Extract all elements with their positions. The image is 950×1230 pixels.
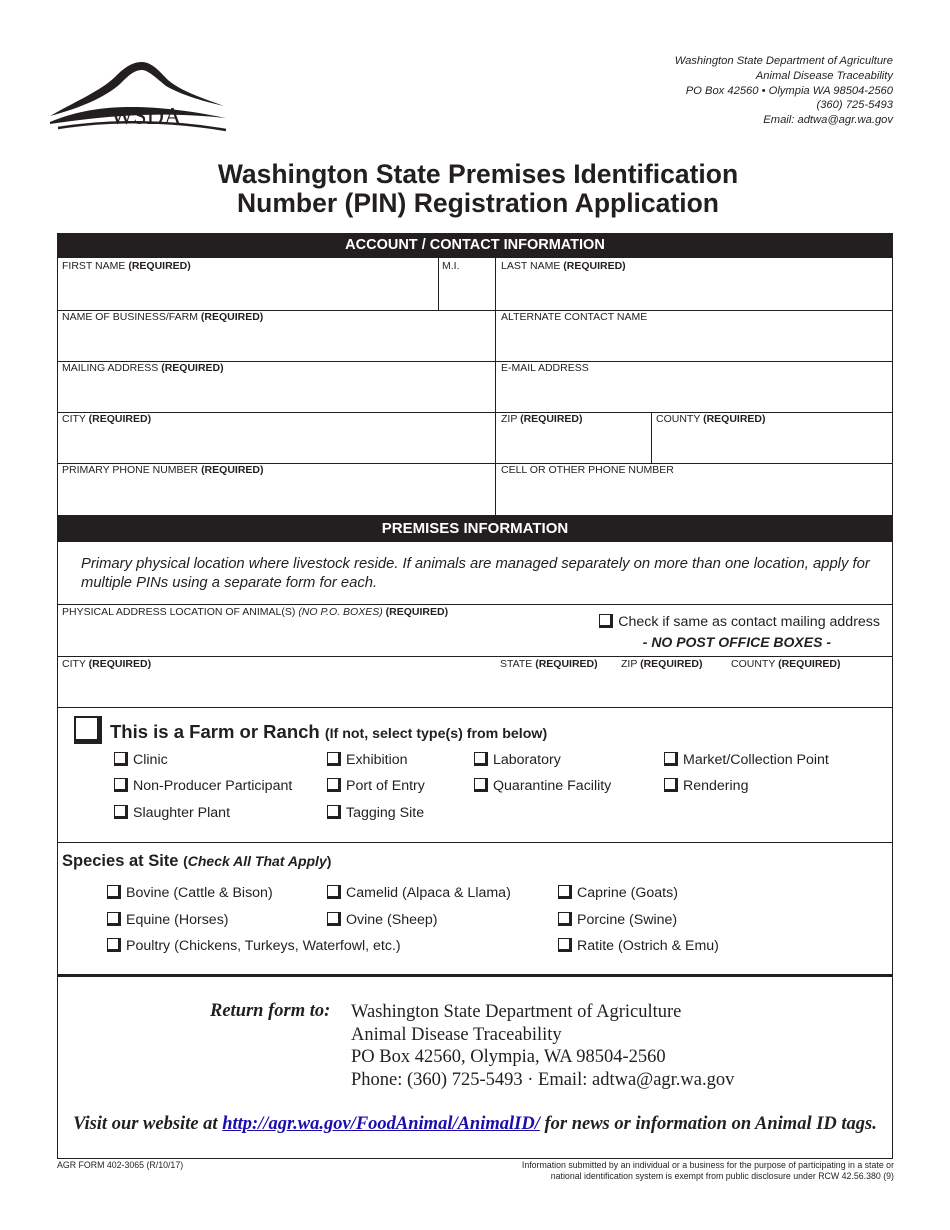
type-rendering-checkbox[interactable]: Rendering	[664, 778, 748, 794]
species-poultry-checkbox[interactable]: Poultry (Chickens, Turkeys, Waterfowl, etc.)	[107, 938, 401, 954]
premises-section-header: PREMISES INFORMATION	[57, 515, 893, 542]
farm-ranch-label: This is a Farm or Ranch (If not, select type(s) from below)	[110, 721, 548, 742]
species-title: Species at Site (Check All That Apply)	[62, 852, 332, 870]
type-laboratory-checkbox[interactable]: Laboratory	[474, 752, 561, 768]
species-bovine-checkbox[interactable]: Bovine (Cattle & Bison)	[107, 885, 273, 901]
account-section-header: ACCOUNT / CONTACT INFORMATION	[57, 233, 893, 258]
agency-phone: (360) 725-5493	[816, 99, 893, 112]
agency-program: Animal Disease Traceability	[755, 69, 893, 82]
type-exhibition-checkbox[interactable]: Exhibition	[327, 752, 408, 768]
page-title: Washington State Premises Identification Number (PIN) Registration Application	[217, 159, 739, 218]
farm-ranch-checkbox[interactable]	[74, 716, 102, 744]
alternate-contact-field[interactable]: ALTERNATE CONTACT NAME	[501, 311, 648, 323]
type-quarantine-checkbox[interactable]: Quarantine Facility	[474, 778, 611, 794]
city-field[interactable]: CITY (REQUIRED)	[62, 413, 152, 425]
form-id: AGR FORM 402-3065 (R/10/17)	[57, 1160, 184, 1170]
checkbox-icon[interactable]	[599, 614, 613, 628]
premises-note: Primary physical location where livestock reside. If animals are managed separately on more than one location, apply for multiple PINs using a separate form for each.	[81, 556, 870, 591]
email-field[interactable]: E-MAIL ADDRESS	[501, 362, 589, 374]
agency-address: PO Box 42560 • Olympia WA 98504-2560	[685, 84, 893, 97]
type-clinic-checkbox[interactable]: Clinic	[114, 752, 168, 768]
type-port-of-entry-checkbox[interactable]: Port of Entry	[327, 778, 425, 794]
wsda-logo	[48, 60, 228, 132]
species-ratite-checkbox[interactable]: Ratite (Ostrich & Emu)	[558, 938, 719, 954]
website-link[interactable]: http://agr.wa.gov/FoodAnimal/AnimalID/	[222, 1114, 540, 1134]
no-po-boxes-note: - NO POST OFFICE BOXES -	[642, 634, 831, 650]
physical-address-field[interactable]: PHYSICAL ADDRESS LOCATION OF ANIMAL(S) (NO P.O. BOXES) (REQUIRED)	[62, 606, 449, 618]
type-slaughter-checkbox[interactable]: Slaughter Plant	[114, 805, 230, 821]
return-address: Washington State Department of Agriculture Animal Disease Traceability PO Box 42560, Olympia, WA 98504-2560 Phone: (360) 725-5493 · Email: adtwa@agr.wa.gov	[351, 1002, 735, 1090]
first-name-field[interactable]: FIRST NAME (REQUIRED)	[62, 260, 191, 272]
cell-phone-field[interactable]: CELL OR OTHER PHONE NUMBER	[501, 464, 674, 476]
species-porcine-checkbox[interactable]: Porcine (Swine)	[558, 912, 677, 928]
county-field[interactable]: COUNTY (REQUIRED)	[656, 413, 766, 425]
type-tagging-checkbox[interactable]: Tagging Site	[327, 805, 424, 821]
species-camelid-checkbox[interactable]: Camelid (Alpaca & Llama)	[327, 885, 511, 901]
type-non-producer-checkbox[interactable]: Non-Producer Participant	[114, 778, 292, 794]
website-line: Visit our website at http://agr.wa.gov/FoodAnimal/AnimalID/ for news or information on Animal ID tags.	[73, 1114, 877, 1134]
type-market-checkbox[interactable]: Market/Collection Point	[664, 752, 829, 768]
species-caprine-checkbox[interactable]: Caprine (Goats)	[558, 885, 678, 901]
mi-field[interactable]: M.I.	[442, 260, 460, 272]
same-as-mailing-checkbox[interactable]: Check if same as contact mailing address	[599, 614, 880, 630]
premises-city-field[interactable]: CITY (REQUIRED)	[62, 658, 152, 670]
agency-email: Email: adtwa@agr.wa.gov	[763, 114, 893, 127]
agency-name: Washington State Department of Agriculture	[674, 55, 893, 67]
species-equine-checkbox[interactable]: Equine (Horses)	[107, 912, 229, 928]
disclosure-note: Information submitted by an individual or a business for the purpose of participating in a state or national identification system is exempt from public disclosure under RCW 42.56.380 (9)	[521, 1160, 894, 1181]
return-label: Return form to:	[210, 1001, 331, 1021]
premises-state-field[interactable]: STATE (REQUIRED)	[500, 658, 598, 670]
last-name-field[interactable]: LAST NAME (REQUIRED)	[501, 260, 626, 272]
zip-field[interactable]: ZIP (REQUIRED)	[501, 413, 583, 425]
primary-phone-field[interactable]: PRIMARY PHONE NUMBER (REQUIRED)	[62, 464, 264, 476]
premises-county-field[interactable]: COUNTY (REQUIRED)	[731, 658, 841, 670]
business-name-field[interactable]: NAME OF BUSINESS/FARM (REQUIRED)	[62, 311, 264, 323]
species-ovine-checkbox[interactable]: Ovine (Sheep)	[327, 912, 437, 928]
agency-address-block	[675, 54, 893, 128]
logo-text: WSDA	[110, 104, 182, 130]
mailing-address-field[interactable]: MAILING ADDRESS (REQUIRED)	[62, 362, 224, 374]
premises-zip-field[interactable]: ZIP (REQUIRED)	[621, 658, 703, 670]
